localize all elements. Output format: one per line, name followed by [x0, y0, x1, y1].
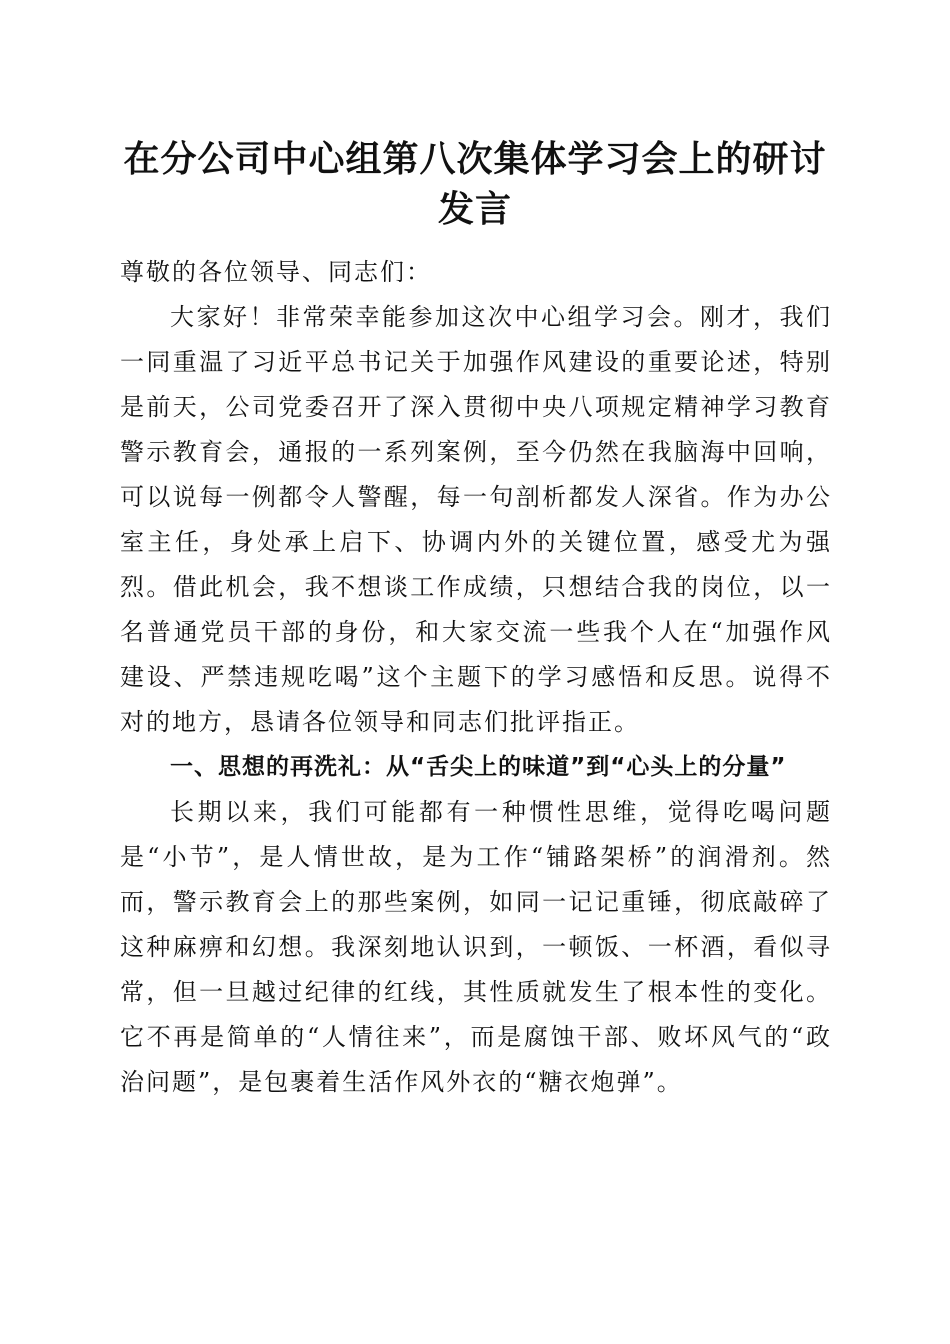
section-heading-1: 一、思想的再洗礼：从“舌尖上的味道”到“心头上的分量”	[170, 754, 787, 780]
document-body	[120, 250, 832, 1105]
paragraph-section-1: 长期以来，我们可能都有一种惯性思维，觉得吃喝问题是“小节”，是人情世故，是为工作“铺路架桥”的润滑剂。然而，警示教育会上的那些案例，如同一记记重锤，彻底敲碎了这种麻痹和幻想。我深刻地认识到，一顿饭、一杯酒，看似寻常，但一旦越过纪律的红线，其性质就发生了根本性的变化。它不再是简单的“人情往来”，而是腐蚀干部、败坏风气的“政治问题”，是包裹着生活作风外衣的“糖衣炮弹”。	[120, 798, 832, 1096]
document-title: 在分公司中心组第八次集体学习会上的研讨发言	[123, 138, 827, 230]
paragraph-intro: 大家好！非常荣幸能参加这次中心组学习会。刚才，我们一同重温了习近平总书记关于加强作风建设的重要论述，特别是前天，公司党委召开了深入贯彻中央八项规定精神学习教育警示教育会，通报的一系列案例，至今仍然在我脑海中回响，可以说每一例都令人警醒，每一句剖析都发人深省。作为办公室主任，身处承上启下、协调内外的关键位置，感受尤为强烈。借此机会，我不想谈工作成绩，只想结合我的岗位，以一名普通党员干部的身份，和大家交流一些我个人在“加强作风建设、严禁违规吃喝”这个主题下的学习感悟和反思。说得不对的地方，恳请各位领导和同志们批评指正。	[120, 303, 832, 736]
salutation: 尊敬的各位领导、同志们：	[120, 258, 432, 286]
